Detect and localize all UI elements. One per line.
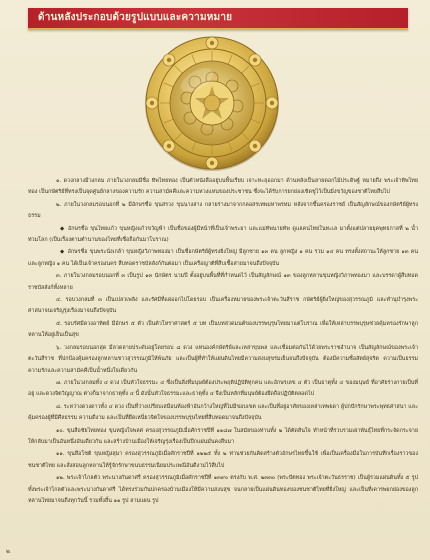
body-paragraph (28, 449, 418, 472)
paragraph-text: ๑. ดวงกลางมีวงกลม ภายในวงกลมมีชื่อ ทิพไทยทอง เป็นตัวหนังสืออยู่บนพื้นเรียบ เจาะทะลุออกมา ด้านหลังเป็นลายดอกไม้ประดิษฐ์ หมายถึง พระเจ้าทิพไทยทอง เป็นกษัตริย์ที่ทรงเป็นจุดศูนย์กลางของความรัก ความสามัคคีและความหวงแหนของประชาชน ซึ่งจะได้รับการยกย่องเชิดชูไว้เป็นมิ่งขวัญของชาติไทยสืบไป (28, 178, 418, 196)
paragraph-text: ๒. ภายในวงกลมรอบนอกที่ ๒ มีอักษรชื่อ ขุนสรวง ขุนนางสาง กลายร่างมาจากกลอสรเทพมหาพรหม หลังจากขึ้นครองราชย์ เป็นสัญลักษณ์ของกษัตริย์ผู้ทรงธรรม (28, 201, 418, 220)
body-paragraph (28, 271, 418, 294)
body-paragraph (28, 176, 418, 199)
bullet-icon: ◆ (60, 249, 65, 256)
body-paragraph (28, 473, 418, 507)
section-title: ด้านหลังประกอบด้วยรูปแบบและความหมาย (38, 12, 233, 23)
document-body (28, 176, 418, 508)
paragraph-text: ๑๑. ขุนสีอโชติ ขุนหญิงสุมา ครองสุวรรณภูมิเมื่อศักราชปีที่ ๑๒๒๕ ทั้ง ๒ ท่านช่วยกันคิดสร้างตัวอักษรไทยขึ้นใช้ เพื่อเป็นเครื่องมือในการบันทึกเรื่องราวของชนชาติไทย และสั่งสอนลูกหลานให้รู้จักรักษาขนบธรรมเนียมประเพณีอันดีงามไว้สืบไป (28, 451, 418, 469)
paragraph-text: ๕. รอบรัศมีดวงอาทิตย์ มีอักษร ๕ ตัว เป็นตัวโหราศาสตร์ ๕ บท เป็นบทสวดมนต์ของบรรพบุรุษไทยมาแต่โบราณ เพื่อให้เหล่าบรรพบุรุษช่วยคุ้มครองรักษาลูกหลานให้อยู่เย็นเป็นสุข (28, 320, 418, 339)
section-header-banner (28, 8, 408, 30)
body-paragraph (28, 200, 418, 223)
paragraph-text: ๑๒. พระเจ้าไกลตัว พระนางกันดาศรี ครองสุวรรณภูมิเมื่อศักราชปีที่ ๑๓๙๐ ตรงกับ พ.ศ. ๒๓๓๐ (พระปัตทอง พระเจ้าตะวันธรราช) เป็นผู้รวมแผ่นดินทั้ง ๕ รูป ทั้งพระเจ้าไกลตัวและพระนางกันดาศรี ได้ทรงร่วมกันปกครองบ้านเมืองให้มีความสงบสุข จนกลายเป็นแผ่นดินทองของชนชาติไทยที่ยิ่งใหญ่ และเป็นที่เคารพยกย่องของลูกหลานไทยมาจนถึงทุกวันนี้ รวมทั้งสิ้น ๑๑ รูป ลามแผน รูป (28, 475, 418, 504)
paragraph-text: อักษรชื่อ ขุนพระนั่งเกล้า ขุนหญิงวิภาพทองมา เป็นชื่อกษัตริย์ผู้ทรงยิ่งใหญ่ มีลูกชาย ๑๓ คน ลูกหญิง ๑ คน รวม ๑๔ คน ทรงตั้งสถานะให้ลูกชาย ๑๓ คน และลูกหญิง ๑ คน ได้เป็นเจ้าครองนคร สืบทอดราชบัลลังก์กันต่อมา เป็นเครือญาติที่สืบเชื้อสายมาจนถึงปัจจุบัน (28, 249, 418, 267)
paragraph-text: อักษรชื่อ ขุนไทยแก้ว ขุนหญิงแก้วขวัญฟ้า เป็นชื่อของผู้มีหน้าที่เป็นเจ้าพระยา และแม่ทัพนายทัพ ดูแลคนไทยในทะเล มาตั้งแต่ปลายยุคพุทธกาลที่ ๒ น้ำท่วมโลก (เป็นเรื่องตามตำนานของไทยที่เชื่อถือกันมาโบราณ) (28, 225, 418, 244)
body-paragraph (28, 378, 418, 401)
royal-medal-reverse-icon (143, 34, 281, 172)
body-paragraph (28, 319, 418, 342)
paragraph-text: ๖. วงกลมรอบนอกสุด มีลวดลายประดับอยู่โดยรอบ ๘ ดวง แทนองค์กษัตริย์และเหล่าขุนพล และเชื่อมต่อกันไว้ด้วยพระราชอำนาจ เป็นสัญลักษณ์ของพระเจ้าตะวันสีราช ที่ปกป้องคุ้มครองลูกหลานชาวสุวรรณภูมิให้พ้นภัย และเป็นผู้ที่ทำให้แผ่นดินไทยมีความสงบสุขร่มเย็นจนถึงปัจจุบัน ต้องมีความซื่อสัตย์สุจริต ความเป็นธรรม ความรักและความสามัคคีเป็นน้ำหนึ่งใจเดียวกัน (28, 344, 418, 374)
bullet-paragraph (28, 247, 418, 270)
paragraph-text: ๑๐. ขุนสีอชัยไทยทอง ขุนหญิงใจพลศ ครองสุวรรณภูมิเมื่อศักราชปีที่ ๑๑๘๗ ในสมัยของท่านทั้ง ๒ ได้ตัดสินใจ ทำหน้าที่รวบรวมเผ่าพันธุ์ไทยที่กระจัดกระจาย ให้กลับมาเป็นอันหนึ่งอันเดียวกัน และสร้างบ้านเมืองให้เจริญรุ่งเรืองเป็นปึกแผ่นมั่นคงสืบมา (28, 427, 418, 445)
body-paragraph (28, 402, 418, 425)
paragraph-text: ๗. ภายในวงกลมทั้ง ๔ ดวง เป็นหัวใจธรรมะ ๔ ซึ่งเป็นสิ่งที่มนุษย์ต้องประพฤติปฏิบัติทุกคน และอักษรเลข ๔ ตัว เป็นธาตุทั้ง ๔ ของมนุษย์ ที่อาศัยร่างกายเป็นที่อยู่ และดวงจิตวิญญาณ ต่างก็มาจากธาตุทั้ง ๔ นี้ ดังนั้นหัวใจธรรมะและธาตุทั้ง ๔ จึงเป็นหลักที่มนุษย์ต้องยึดถือปฏิบัติตลอดไป (28, 379, 418, 398)
body-paragraph (28, 343, 418, 377)
paragraph-text: ๘. ระหว่างดวงดาวทั้ง ๔ ดวง เป็นที่ว่างเปรียบเสมือนท้องฟ้าอันกว้างใหญ่ที่ไม่มีขอบเขต และเป็นที่อยู่อาศัยของเหล่าเทพยดา ผู้ปกปักรักษาพระพุทธศาสนา และคุ้มครองผู้ที่มีศีลธรรม ความดีงาม และเป็นที่ยึดเหนี่ยวจิตใจของบรรพบุรุษไทยที่สืบทอดมาจนถึงปัจจุบัน (28, 403, 418, 422)
paragraph-text: ๔. รอบวงกลมที่ ๓ เป็นเปลวเพลิง และรัศมีที่แผ่ออกไปโดยรอบ เป็นเครื่องหมายของพระเจ้าตะวันสีราช กษัตริย์ผู้ยิ่งใหญ่ของสุวรรณภูมิ และทำนุบำรุงพระศาสนาจนเจริญรุ่งเรืองมาจนถึงปัจจุบัน (28, 297, 418, 315)
body-paragraph (28, 295, 418, 318)
body-paragraph (28, 426, 418, 449)
bullet-icon: ◆ (60, 225, 65, 232)
medal-svg (143, 34, 281, 172)
bullet-paragraph (28, 224, 418, 247)
paragraph-text: ๓. ภายในวงกลมรอบนอกที่ ๓ เป็นรูป ๑๓ นักษัตร นามปี ตั้งอยู่บนพื้นที่ที่กำหนดไว้ เป็นสัญลักษณ์ ๑๓ ของลูกหลานขุนหญิงวิภาพทองมา และบรรดาผู้สืบทอดราชบัลลังก์ทั้งหลาย (28, 273, 418, 291)
page-number: ๒ (6, 548, 10, 555)
